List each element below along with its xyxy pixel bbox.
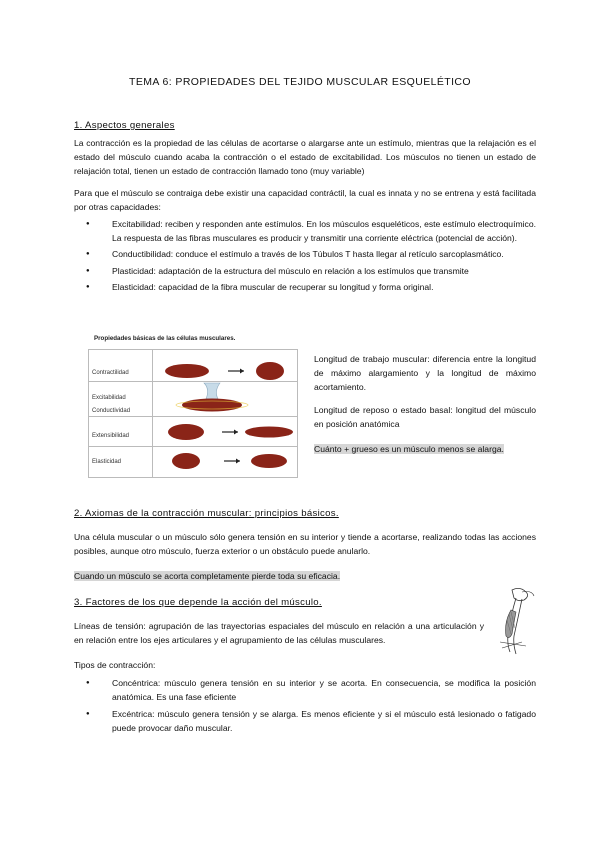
section3-list xyxy=(84,677,536,738)
figure-label-extensibilidad: Extensibilidad xyxy=(92,433,130,439)
figure-label-elasticidad: Elasticidad xyxy=(92,459,122,465)
section1-heading: 1. Aspectos generales xyxy=(74,120,175,131)
section1-para2: Para que el músculo se contraiga debe existir una capacidad contráctil, la cual es innata y no se entrena y está facilitada por otras capacidades: xyxy=(74,188,536,212)
highlighted-text: Cuánto + grueso es un músculo menos se alarga. xyxy=(314,444,504,454)
side-note-thickness xyxy=(314,442,536,456)
list-item: ● Excitabilidad: reciben y responden ante estímulos. En los músculos esqueléticos, este estímulo electroquímico. La respuesta de las fibras musculares es producir y transmitir una corriente eléctrica (potencial de acción). xyxy=(84,218,536,245)
list-item: ● Conductibilidad: conduce el estímulo a través de los Túbulos T hasta llegar al retículo sarcoplasmático. xyxy=(84,248,536,262)
section2-heading: 2. Axiomas de la contracción muscular: principios básicos. xyxy=(74,508,339,519)
section2-para1: Una célula muscular o un músculo sólo genera tensión en su interior y tiende a acortarse, realizando todas las acciones posibles, aunque otro músculo, fuerza exterior o un obstáculo puede anularlo. xyxy=(74,532,536,556)
figure-label-contractilidad: Contractilidad xyxy=(92,370,129,376)
muscle-properties-figure xyxy=(88,333,298,481)
section1-para1: La contracción es la propiedad de las células de acortarse o alargarse ante un estímulo, mientras que la relajación es el estado del músculo cuando acaba la contracción o el estado de excitabilidad. Los músculos no tienen un estado de relajación total, tienen un estado de contracción llamado tono (muy variable) xyxy=(74,138,536,176)
highlighted-text: Cuando un músculo se acorta completamente pierde toda su eficacia. xyxy=(74,571,341,581)
page-title: TEMA 6: PROPIEDADES DEL TEJIDO MUSCULAR ESQUELÉTICO xyxy=(129,76,471,88)
side-note-working-length: Longitud de trabajo muscular: diferencia entre la longitud de máximo alargamiento y la longitud de máximo acortamiento. xyxy=(314,354,536,392)
figure-label-conductividad: Conductividad xyxy=(92,408,131,414)
list-item: ● Elasticidad: capacidad de la fibra muscular de recuperar su longitud y forma original. xyxy=(84,281,536,295)
figure-title: Propiedades básicas de las células musculares. xyxy=(94,335,236,342)
conductivity-cell xyxy=(154,383,296,412)
muscle-cells-illustration xyxy=(152,349,298,477)
section3-heading: 3. Factores de los que depende la acción del músculo. xyxy=(74,597,322,608)
list-item: ● Excéntrica: músculo genera tensión y se alarga. Es menos eficiente y si el músculo está lesionado o fatigado puede provocar daño muscular. xyxy=(84,708,536,735)
section3-subheading: Tipos de contracción: xyxy=(74,660,156,670)
side-note-resting-length: Longitud de reposo o estado basal: longitud del músculo en posición anatómica xyxy=(314,405,536,429)
section2-highlight xyxy=(74,569,536,583)
extensibility-cells xyxy=(154,424,296,440)
contractility-cells xyxy=(154,362,292,380)
arm-muscle-illustration xyxy=(492,584,538,660)
section1-list xyxy=(84,218,536,298)
figure-label-excitabilidad: Excitabilidad xyxy=(92,395,126,401)
section3-para1: Líneas de tensión: agrupación de las trayectorias espaciales del músculo en relación a una articulación y en relación entre los ejes articulares y el agrupamiento de las células musculares. xyxy=(74,621,484,645)
list-item: ● Plasticidad: adaptación de la estructura del músculo en relación a los estímulos que transmite xyxy=(84,265,536,279)
list-item: ● Concéntrica: músculo genera tensión en su interior y se acorta. En consecuencia, se modifica la posición anatómica. Es una fase eficiente xyxy=(84,677,536,704)
elasticity-cells xyxy=(154,453,296,469)
